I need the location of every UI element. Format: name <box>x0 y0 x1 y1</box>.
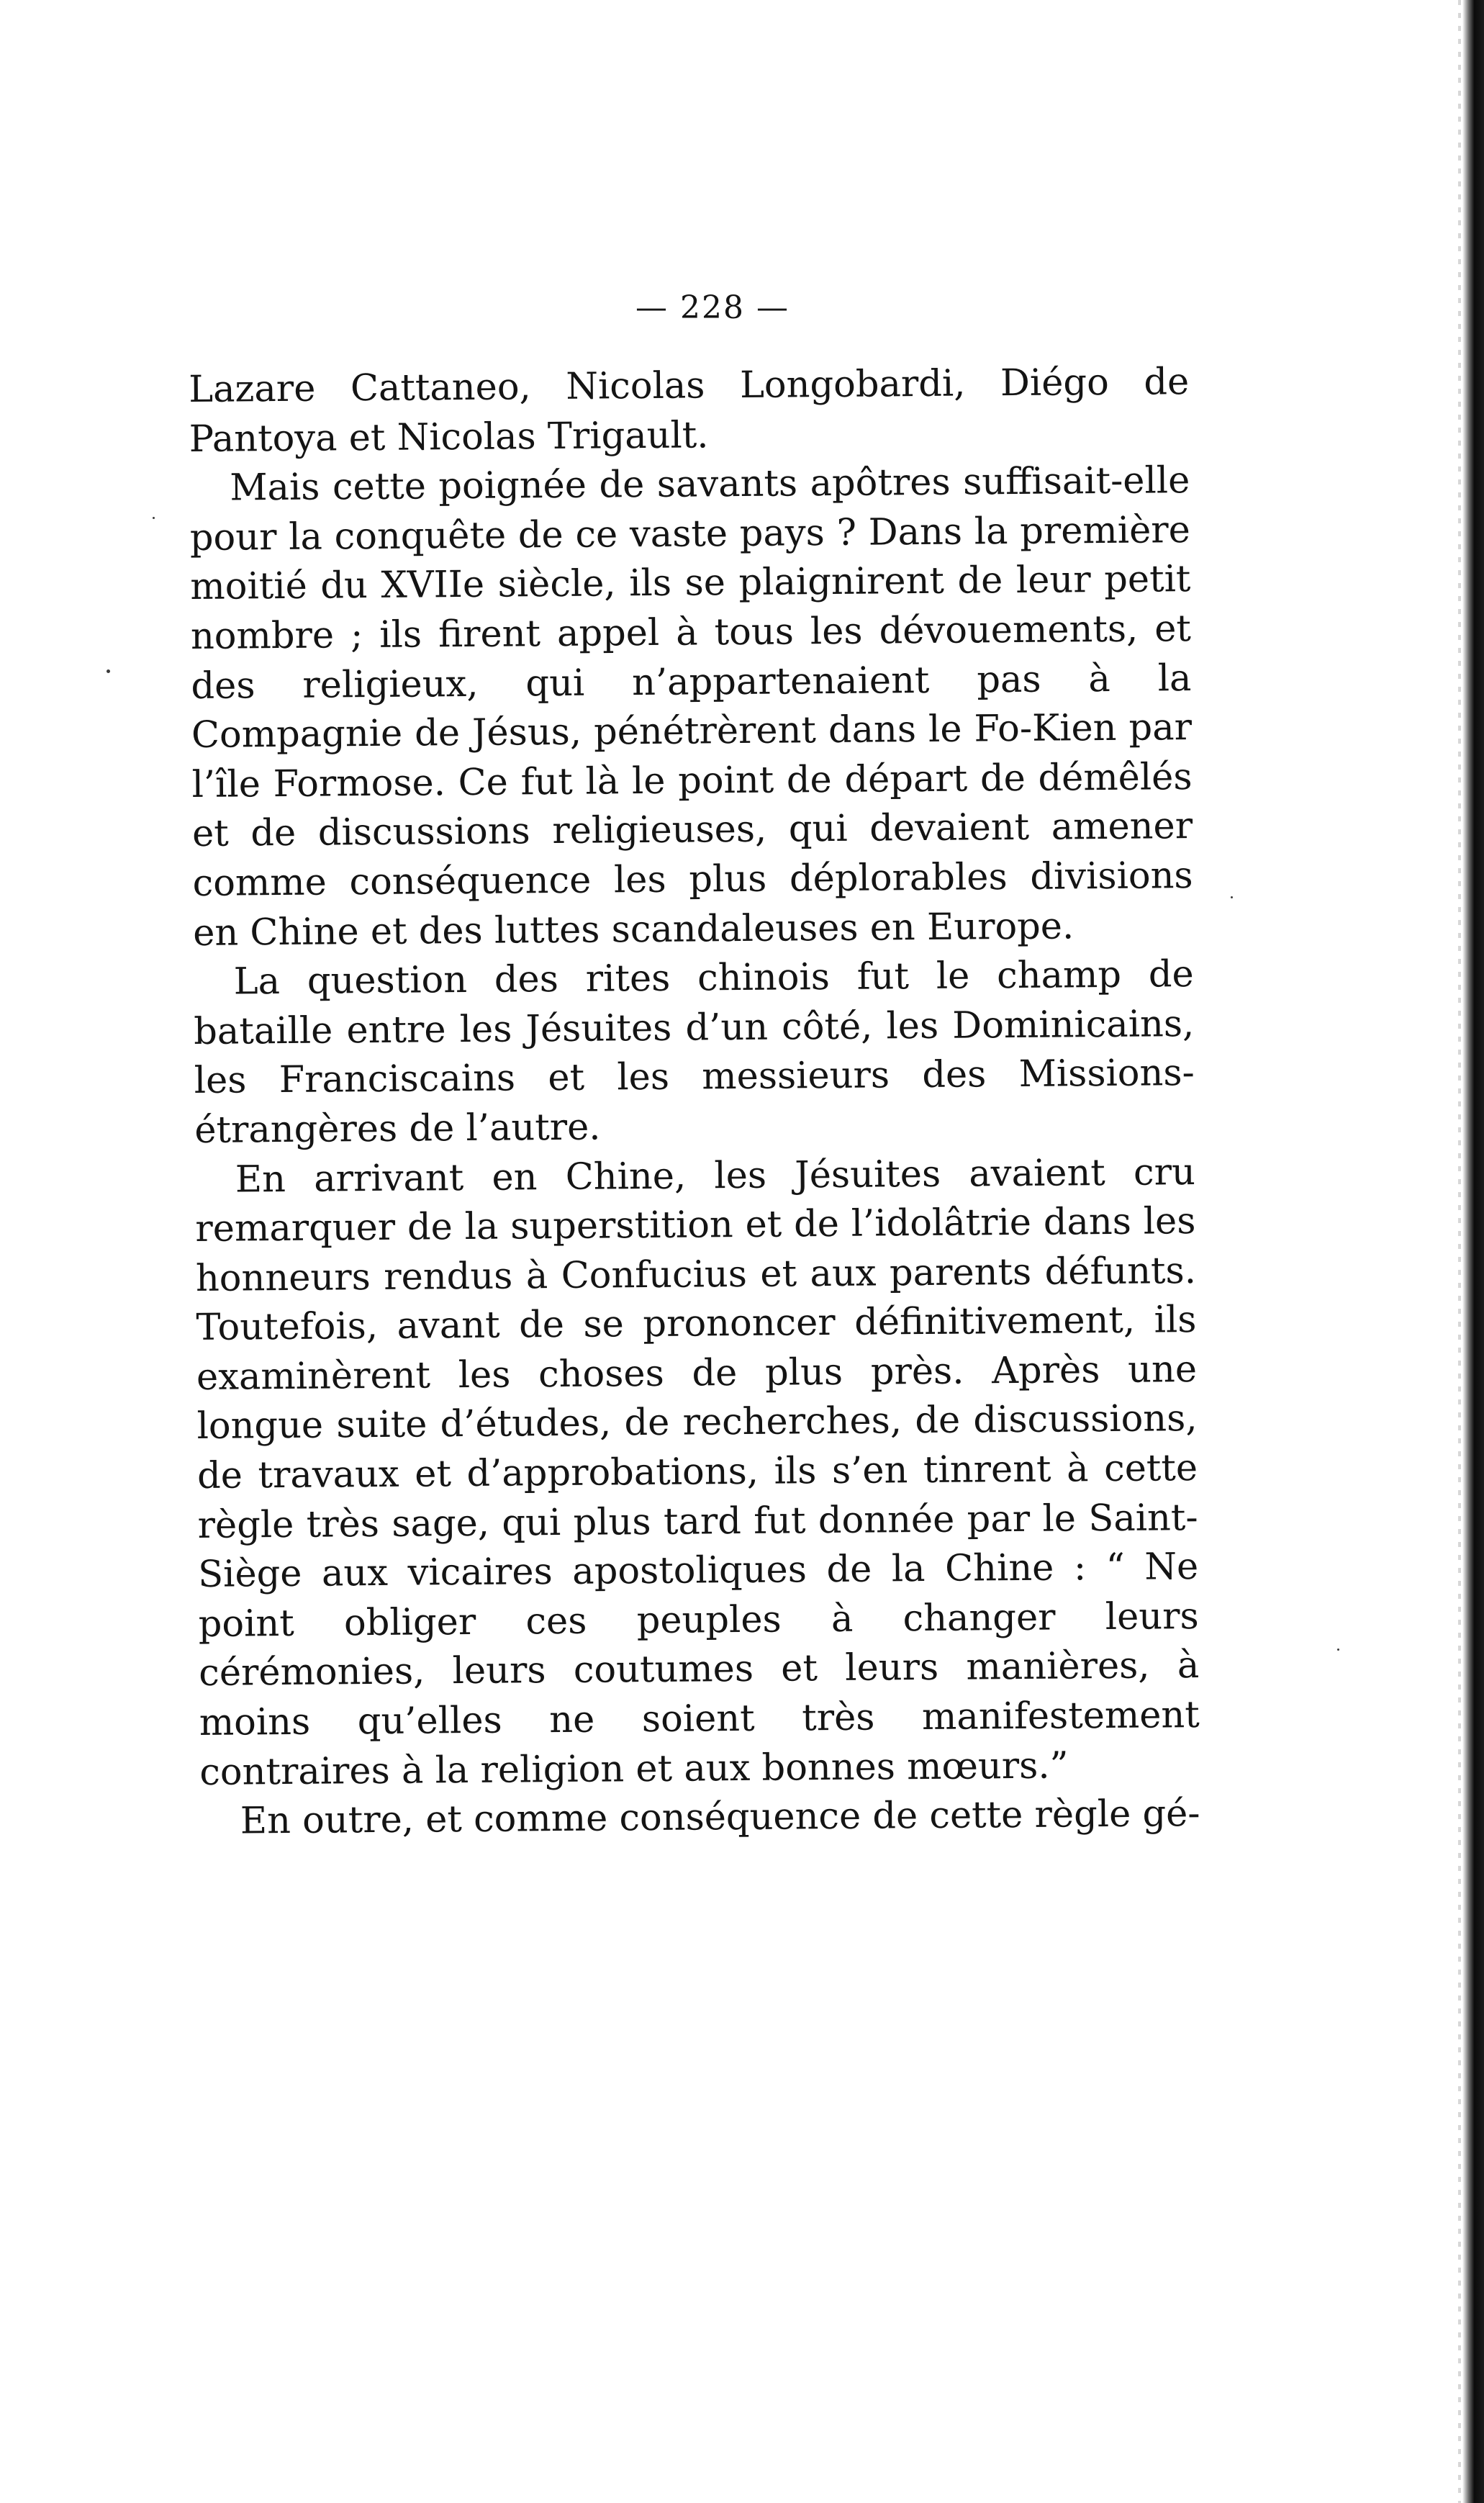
paragraph-4: En arrivant en Chine, les Jésuites avaient cru remarquer de la superstition et de l’idolâtrie dans les honneurs rendus à Confucius et aux parents défunts. Toutefois, avant de se prononcer définitivement, ils examinèrent les choses de plus près. Après une longue suite d’études, de recherches, de discussions, de travaux et d’approbations, ils s’en tinrent à cette règle très sage, qui plus tard fut donnée par le Saint-Siège aux vicaires apostoliques de la Chine : “ Ne point obliger ces peuples à changer leurs cérémonies, leurs coutumes et leurs manières, à moins qu’elles ne soient très manifestement contraires à la religion et aux bonnes mœurs.” <box>195 1150 1200 1794</box>
paragraph-2: Mais cette poignée de savants apôtres suffisait-elle pour la conquête de ce vaste pays ? Dans la première moitié du XVIIe siècle, ils se plaignirent de leur petit nombre ; ils firent appel à tous les dévouements, et des religieux, qui n’appartenaient pas à la Compagnie de Jésus, pénétrèrent dans le Fo-Kien par l’île Formose. Ce fut là le point de départ de démêlés et de discussions religieuses, qui devaient amener comme conséquence les plus déplorables divisions en Chine et des luttes scandaleuses en Europe. <box>189 459 1193 955</box>
print-speck <box>1337 1649 1339 1651</box>
paragraph-1: Lazare Cattaneo, Nicolas Longobardi, Diégo de Pantoya et Nicolas Trigault. <box>189 361 1190 461</box>
page-number: — 228 — <box>635 289 789 326</box>
print-speck <box>153 517 155 519</box>
print-speck <box>107 669 110 673</box>
print-speck <box>1231 896 1233 898</box>
body-text <box>189 358 1200 1847</box>
paragraph-3: La question des rites chinois fut le champ de bataille entre les Jésuites d’un côté, les Dominicains, les Franciscains et les messieurs des Missions-étrangères de l’autre. <box>194 953 1195 1152</box>
binding-shadow <box>1462 0 1484 2503</box>
paragraph-5: En outre, et comme conséquence de cette règle gé- <box>240 1792 1200 1843</box>
